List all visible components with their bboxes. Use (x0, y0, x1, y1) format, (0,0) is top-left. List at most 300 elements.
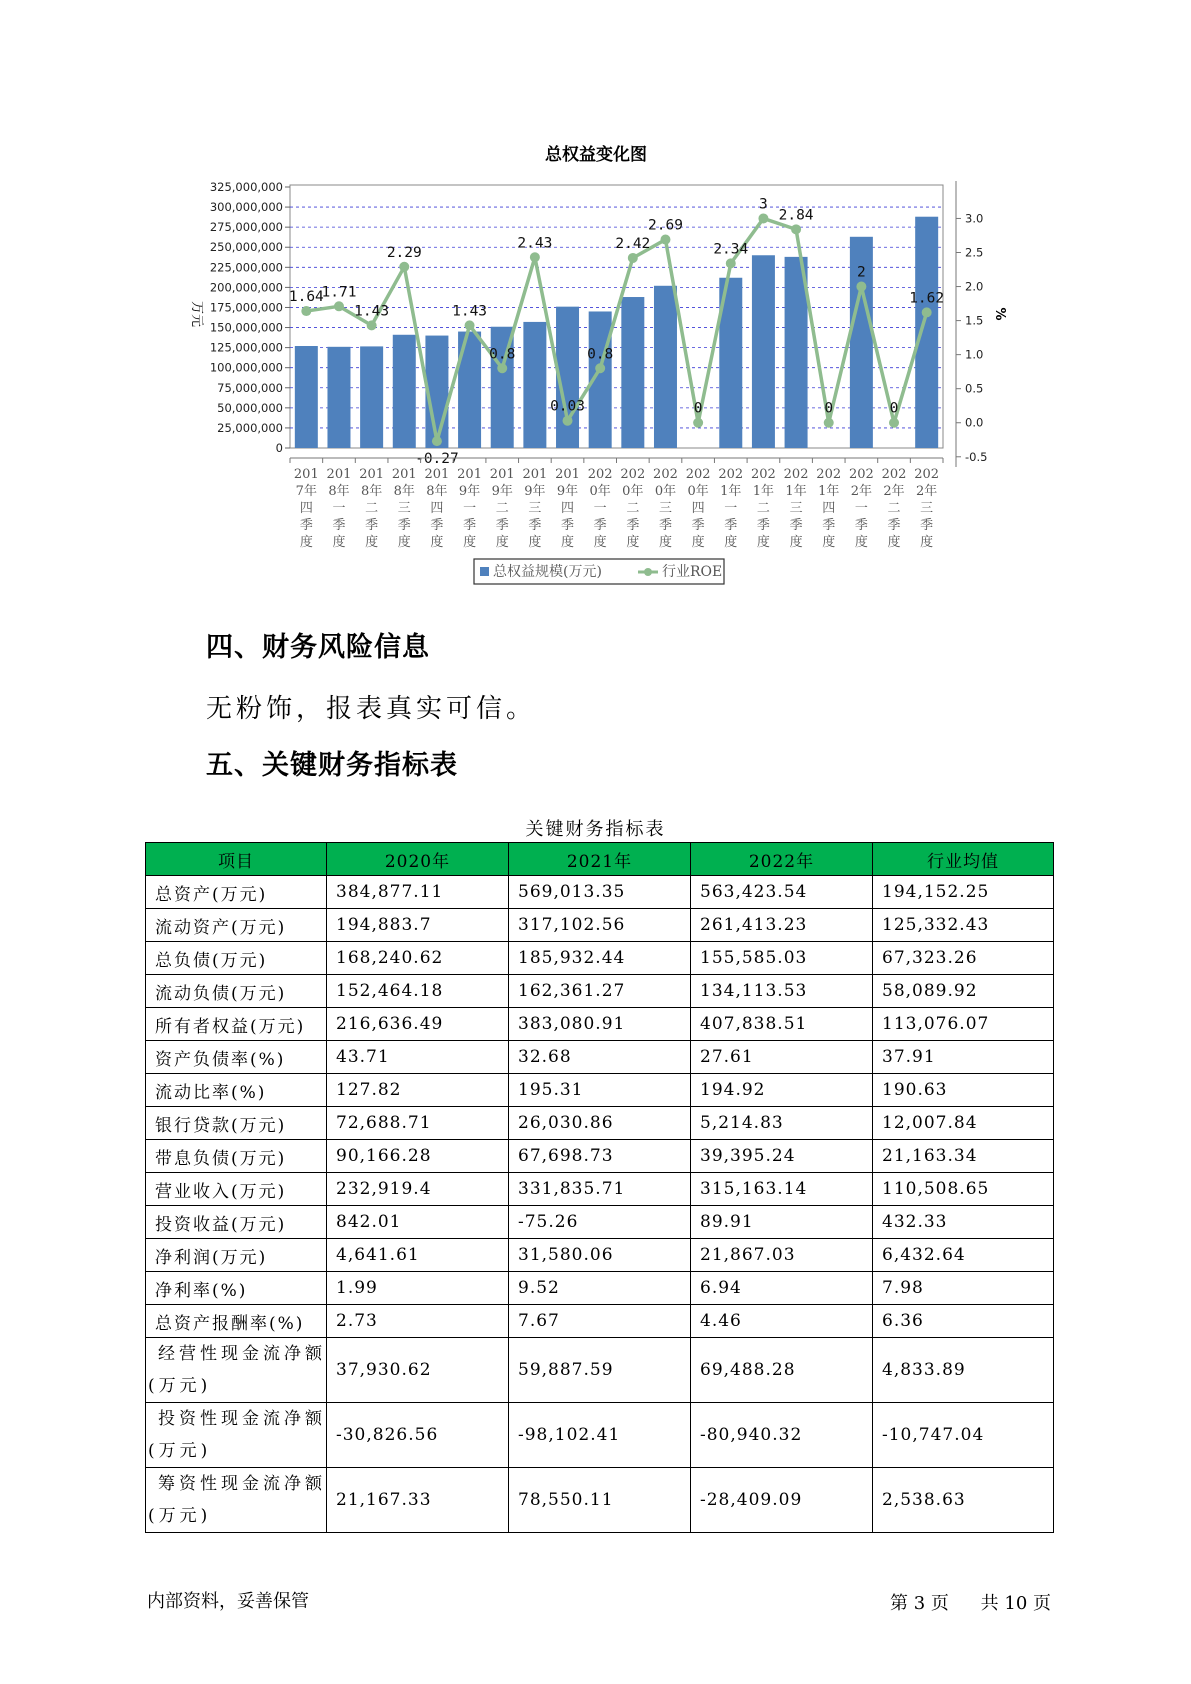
x-tick-label: 季 (822, 518, 836, 533)
cell-value: 67,698.73 (509, 1140, 691, 1173)
y-axis-right-label: % (992, 307, 1007, 321)
chart-title: 总权益变化图 (545, 145, 647, 165)
cell-value: 232,919.4 (327, 1173, 509, 1206)
x-tick-label: 202 (685, 467, 711, 482)
x-tick-label: 202 (751, 467, 776, 482)
x-tick-label: 201 (391, 467, 417, 482)
x-tick-label: 度 (561, 535, 575, 550)
x-tick-label: 季 (658, 518, 672, 533)
x-tick-label: 7年 (295, 484, 317, 499)
x-tick-label: 202 (848, 467, 874, 482)
x-tick-label: 201 (522, 467, 548, 482)
cell-value: 4,833.89 (873, 1338, 1054, 1403)
y-left-tick-label: 125,000,000 (209, 340, 283, 355)
cell-value: 37,930.62 (327, 1338, 509, 1403)
x-tick-label: 三 (528, 501, 542, 516)
cell-value: 69,488.28 (691, 1338, 873, 1403)
chart-legend (474, 559, 724, 584)
y-left-tick-label: 250,000,000 (209, 240, 283, 255)
roe-data-label: 0 (889, 400, 899, 417)
roe-point (595, 363, 605, 373)
table-row (146, 975, 1054, 1008)
cell-value: 261,413.23 (691, 909, 873, 942)
equity-change-chart (0, 0, 1191, 600)
header-2022: 2022年 (691, 843, 873, 876)
x-tick-label: 1年 (818, 484, 840, 499)
x-tick-label: 二 (756, 501, 770, 516)
x-tick-label: 0年 (622, 484, 644, 499)
y-right-tick-label: 0.5 (965, 381, 984, 396)
x-tick-label: 201 (359, 467, 385, 482)
y-axis-right-ticks (965, 211, 987, 463)
cell-value: 383,080.91 (509, 1008, 691, 1041)
row-label: 投资收益(万元) (146, 1206, 327, 1239)
roe-data-label: 1.43 (354, 303, 390, 320)
cell-value: 194.92 (691, 1074, 873, 1107)
y-left-tick-label: 225,000,000 (209, 260, 283, 275)
x-tick-label: 季 (463, 518, 477, 533)
roe-data-label: 2.29 (386, 244, 422, 261)
table-row (146, 1403, 1054, 1468)
footer-confidential: 内部资料，妥善保管 (147, 1591, 309, 1612)
bar (360, 346, 383, 448)
cell-value: 31,580.06 (509, 1239, 691, 1272)
x-tick-label: 季 (561, 518, 575, 533)
roe-point (301, 306, 311, 316)
legend-line-marker (644, 568, 652, 576)
roe-data-label: -0.27 (415, 451, 459, 468)
row-label: 总负债(万元) (146, 942, 327, 975)
cell-value: 27.61 (691, 1041, 873, 1074)
bar (915, 217, 938, 448)
cell-value: 216,636.49 (327, 1008, 509, 1041)
table-row (146, 1008, 1054, 1041)
row-label: 带息负债(万元) (146, 1140, 327, 1173)
cell-value: 32.68 (509, 1041, 691, 1074)
x-tick-label: 二 (887, 501, 901, 516)
row-label-line1: 投资性现金流净额 (158, 1409, 326, 1429)
x-tick-label: 度 (463, 535, 477, 550)
y-right-tick-label: -0.5 (965, 449, 988, 464)
cell-value: 127.82 (327, 1074, 509, 1107)
row-label: 银行贷款(万元) (146, 1107, 327, 1140)
x-tick-label: 度 (397, 535, 411, 550)
roe-data-label: 0.8 (489, 346, 516, 363)
x-tick-label: 0年 (589, 484, 611, 499)
x-tick-label: 四 (691, 501, 705, 516)
cell-value: 4,641.61 (327, 1239, 509, 1272)
x-tick-label: 季 (365, 518, 379, 533)
x-tick-label: 202 (587, 467, 613, 482)
x-tick-label: 三 (397, 501, 411, 516)
cell-value: 5,214.83 (691, 1107, 873, 1140)
table-row (146, 1239, 1054, 1272)
roe-point (399, 262, 409, 272)
x-tick-label: 季 (920, 518, 934, 533)
roe-point (824, 418, 834, 428)
cell-value: 58,089.92 (873, 975, 1054, 1008)
header-item: 项目 (146, 843, 327, 876)
row-label-line2: (万元) (148, 1376, 212, 1396)
x-tick-label: 季 (528, 518, 542, 533)
y-left-tick-label: 275,000,000 (209, 220, 283, 235)
x-tick-label: 二 (495, 501, 509, 516)
x-tick-label: 2年 (916, 484, 938, 499)
roe-point (334, 301, 344, 311)
x-tick-label: 一 (593, 501, 607, 516)
roe-data-label: 3 (759, 196, 768, 213)
roe-point (628, 253, 638, 263)
y-left-tick-label: 75,000,000 (217, 380, 283, 395)
cell-value: 194,883.7 (327, 909, 509, 942)
roe-data-label: 0.8 (587, 346, 614, 363)
cell-value: 842.01 (327, 1206, 509, 1239)
row-label: 净利率(%) (146, 1272, 327, 1305)
x-tick-label: 季 (593, 518, 607, 533)
x-tick-label: 季 (789, 518, 803, 533)
roe-data-label: 1.64 (288, 289, 324, 306)
row-label-line1: 筹资性现金流净额 (158, 1474, 326, 1494)
legend-line-label: 行业ROE (662, 564, 723, 580)
roe-point (693, 418, 703, 428)
x-tick-label: 度 (887, 535, 901, 550)
line-series (289, 196, 944, 467)
x-tick-label: 季 (332, 518, 346, 533)
cell-value: 4.46 (691, 1305, 873, 1338)
cell-value: 563,423.54 (691, 876, 873, 909)
roe-point (791, 224, 801, 234)
row-label-line1: 经营性现金流净额 (158, 1344, 326, 1364)
cell-value: 9.52 (509, 1272, 691, 1305)
x-tick-label: 202 (718, 467, 744, 482)
roe-point (726, 258, 736, 268)
table-row (146, 1338, 1054, 1403)
footer-page-info (884, 1589, 1051, 1615)
key-financial-table (145, 842, 1054, 1533)
x-tick-label: 1年 (752, 484, 775, 499)
x-tick-label: 201 (489, 467, 515, 482)
x-tick-label: 1年 (720, 484, 742, 499)
cell-value: 113,076.07 (873, 1008, 1054, 1041)
x-tick-label: 一 (724, 501, 738, 516)
cell-value: 2,538.63 (873, 1468, 1054, 1533)
x-tick-label: 度 (593, 535, 607, 550)
legend-bar-label: 总权益规模(万元) (493, 564, 602, 580)
table-row (146, 1074, 1054, 1107)
roe-point (367, 320, 377, 330)
cell-value: 569,013.35 (509, 876, 691, 909)
x-tick-label: 9年 (524, 484, 546, 499)
table-row (146, 876, 1054, 909)
roe-data-label: 0 (824, 400, 834, 417)
x-tick-label: 度 (528, 535, 542, 550)
header-2020: 2020年 (327, 843, 509, 876)
row-label: 流动资产(万元) (146, 909, 327, 942)
roe-point (432, 436, 442, 446)
roe-data-label: 2.43 (517, 235, 553, 252)
bar (393, 335, 416, 448)
roe-point (660, 235, 670, 245)
cell-value: -10,747.04 (873, 1403, 1054, 1468)
cell-value: 125,332.43 (873, 909, 1054, 942)
y-left-tick-label: 200,000,000 (209, 280, 283, 295)
cell-value: 90,166.28 (327, 1140, 509, 1173)
x-tick-label: 度 (495, 535, 509, 550)
x-tick-label: 四 (822, 501, 836, 516)
roe-data-label: 0.03 (550, 398, 585, 415)
roe-point (922, 307, 932, 317)
x-tick-label: 度 (756, 535, 770, 550)
x-tick-label: 季 (887, 518, 901, 533)
x-tick-label: 一 (854, 501, 868, 516)
roe-data-label: 0 (693, 400, 703, 417)
x-tick-label: 季 (299, 518, 313, 533)
bar (295, 346, 318, 448)
roe-data-label: 2.84 (778, 207, 814, 224)
y-axis-left-ticks (210, 180, 283, 455)
x-tick-label: 度 (299, 535, 313, 550)
roe-data-label: 2 (857, 264, 866, 281)
bar (327, 347, 350, 448)
footer-total: 共 10 页 (980, 1593, 1051, 1614)
table-row (146, 1041, 1054, 1074)
x-tick-label: 8年 (328, 484, 350, 499)
y-right-tick-label: 1.0 (965, 347, 984, 362)
x-tick-label: 四 (299, 501, 313, 516)
x-tick-label: 度 (430, 535, 444, 550)
y-left-tick-label: 50,000,000 (217, 400, 283, 415)
x-tick-label: 度 (822, 535, 836, 550)
x-tick-label: 202 (653, 467, 678, 482)
table-header-row (146, 843, 1054, 876)
x-tick-label: 一 (332, 501, 346, 516)
row-label: 净利润(万元) (146, 1239, 327, 1272)
x-tick-label: 度 (658, 535, 672, 550)
cell-value: 317,102.56 (509, 909, 691, 942)
y-right-tick-label: 2.5 (965, 245, 984, 260)
section4-text: 无粉饰，报表真实可信。 (206, 694, 537, 724)
x-tick-label: 0年 (654, 484, 677, 499)
cell-value: 110,508.65 (873, 1173, 1054, 1206)
row-label: 总资产报酬率(%) (146, 1305, 327, 1338)
table-row (146, 1305, 1054, 1338)
cell-value: 21,867.03 (691, 1239, 873, 1272)
x-tick-label: 201 (326, 467, 352, 482)
roe-data-label: 2.34 (713, 241, 749, 258)
cell-value: -80,940.32 (691, 1403, 873, 1468)
cell-value: 168,240.62 (327, 942, 509, 975)
roe-point (856, 282, 866, 292)
table-row (146, 1468, 1054, 1533)
x-tick-label: 201 (555, 467, 580, 482)
x-tick-label: 202 (816, 467, 842, 482)
cell-value: 26,030.86 (509, 1107, 691, 1140)
x-tick-label: 201 (293, 467, 319, 482)
table-caption: 关键财务指标表 (525, 819, 666, 840)
x-tick-label: 一 (463, 501, 477, 516)
y-left-tick-label: 175,000,000 (209, 300, 283, 315)
x-tick-label: 季 (430, 518, 444, 533)
cell-value: 190.63 (873, 1074, 1054, 1107)
x-tick-label: 四 (561, 501, 575, 516)
x-tick-label: 二 (626, 501, 640, 516)
y-left-tick-label: 100,000,000 (209, 360, 283, 375)
x-tick-label: 1年 (785, 484, 807, 499)
table-row (146, 942, 1054, 975)
x-tick-label: 8年 (360, 484, 383, 499)
bar (654, 286, 677, 448)
cell-value: -30,826.56 (327, 1403, 509, 1468)
roe-point (758, 213, 768, 223)
cell-value: 432.33 (873, 1206, 1054, 1239)
cell-value: -75.26 (509, 1206, 691, 1239)
y-right-tick-label: 0.0 (965, 415, 984, 430)
x-tick-label: 201 (424, 467, 450, 482)
roe-data-label: 1.43 (452, 303, 488, 320)
x-tick-label: 201 (457, 467, 482, 482)
cell-value: 12,007.84 (873, 1107, 1054, 1140)
x-tick-label: 度 (691, 535, 705, 550)
cell-value: -28,409.09 (691, 1468, 873, 1533)
cell-value: 384,877.11 (327, 876, 509, 909)
x-tick-label: 度 (789, 535, 803, 550)
x-tick-label: 9年 (556, 484, 579, 499)
cell-value: 194,152.25 (873, 876, 1054, 909)
x-tick-label: 度 (332, 535, 346, 550)
y-left-tick-label: 0 (275, 441, 283, 455)
x-tick-label: 9年 (491, 484, 513, 499)
roe-point (465, 320, 475, 330)
cell-value: 162,361.27 (509, 975, 691, 1008)
cell-value: 21,167.33 (327, 1468, 509, 1533)
cell-value: 59,887.59 (509, 1338, 691, 1403)
row-label: 流动负债(万元) (146, 975, 327, 1008)
section5-heading: 五、关键财务指标表 (206, 750, 458, 781)
x-tick-label: 季 (756, 518, 770, 533)
header-2021: 2021年 (509, 843, 691, 876)
roe-data-label: 2.42 (615, 235, 651, 252)
y-left-tick-label: 150,000,000 (209, 320, 283, 335)
cell-value: 331,835.71 (509, 1173, 691, 1206)
x-tick-label: 季 (854, 518, 868, 533)
x-tick-label: 度 (854, 535, 868, 550)
cell-value: 89.91 (691, 1206, 873, 1239)
x-tick-label: 8年 (393, 484, 415, 499)
table-row (146, 1272, 1054, 1305)
row-label: 流动比率(%) (146, 1074, 327, 1107)
row-label: 营业收入(万元) (146, 1173, 327, 1206)
x-tick-label: 度 (920, 535, 934, 550)
table-row (146, 1173, 1054, 1206)
cell-value: 78,550.11 (509, 1468, 691, 1533)
x-tick-label: 三 (920, 501, 934, 516)
table-row (146, 1107, 1054, 1140)
x-tick-label: 2年 (850, 484, 873, 499)
x-tick-label: 202 (914, 467, 940, 482)
x-tick-label: 8年 (426, 484, 448, 499)
roe-data-label: 2.69 (648, 217, 683, 234)
x-tick-label: 202 (620, 467, 646, 482)
y-left-tick-label: 25,000,000 (217, 420, 283, 435)
row-label (146, 1468, 327, 1533)
x-tick-label: 9年 (458, 484, 481, 499)
bar (621, 297, 644, 448)
cell-value: 1.99 (327, 1272, 509, 1305)
legend-bar-swatch (480, 567, 489, 576)
y-right-tick-label: 2.0 (965, 279, 984, 294)
cell-value: -98,102.41 (509, 1403, 691, 1468)
x-tick-label: 202 (783, 467, 809, 482)
cell-value: 6.36 (873, 1305, 1054, 1338)
cell-value: 407,838.51 (691, 1008, 873, 1041)
cell-value: 155,585.03 (691, 942, 873, 975)
cell-value: 72,688.71 (327, 1107, 509, 1140)
roe-data-label: 1.71 (321, 284, 357, 301)
roe-point (497, 363, 507, 373)
header-industry-avg: 行业均值 (873, 843, 1054, 876)
cell-value: 67,323.26 (873, 942, 1054, 975)
table-row (146, 909, 1054, 942)
cell-value: 7.67 (509, 1305, 691, 1338)
y-left-tick-label: 300,000,000 (209, 200, 283, 215)
cell-value: 7.98 (873, 1272, 1054, 1305)
roe-data-label: 1.62 (909, 290, 945, 307)
cell-value: 134,113.53 (691, 975, 873, 1008)
roe-point (563, 416, 573, 426)
bar (752, 255, 775, 448)
y-right-tick-label: 3.0 (965, 211, 984, 226)
x-tick-label: 度 (365, 535, 379, 550)
x-tick-label: 度 (626, 535, 640, 550)
bar (523, 322, 546, 448)
x-tick-label: 季 (397, 518, 411, 533)
table-row (146, 1140, 1054, 1173)
row-label-line2: (万元) (148, 1441, 212, 1461)
table-row (146, 1206, 1054, 1239)
x-tick-label: 季 (495, 518, 509, 533)
section4-heading: 四、财务风险信息 (206, 632, 430, 663)
footer-page: 第 3 页 (890, 1593, 949, 1614)
cell-value: 43.71 (327, 1041, 509, 1074)
cell-value: 21,163.34 (873, 1140, 1054, 1173)
x-tick-label: 三 (789, 501, 803, 516)
cell-value: 6,432.64 (873, 1239, 1054, 1272)
row-label (146, 1338, 327, 1403)
cell-value: 6.94 (691, 1272, 873, 1305)
cell-value: 185,932.44 (509, 942, 691, 975)
roe-point (530, 252, 540, 262)
row-label: 所有者权益(万元) (146, 1008, 327, 1041)
y-axis-left-label: 万元 (189, 300, 204, 328)
x-tick-label: 度 (724, 535, 738, 550)
row-label (146, 1403, 327, 1468)
cell-value: 152,464.18 (327, 975, 509, 1008)
cell-value: 37.91 (873, 1041, 1054, 1074)
x-tick-label: 2年 (883, 484, 905, 499)
y-right-tick-label: 1.5 (965, 313, 984, 328)
x-tick-label: 二 (365, 501, 379, 516)
cell-value: 195.31 (509, 1074, 691, 1107)
x-tick-label: 0年 (687, 484, 709, 499)
x-tick-label: 四 (430, 501, 444, 516)
roe-point (889, 418, 899, 428)
cell-value: 2.73 (327, 1305, 509, 1338)
x-axis-ticks (294, 467, 939, 550)
cell-value: 315,163.14 (691, 1173, 873, 1206)
row-label-line2: (万元) (148, 1506, 212, 1526)
x-tick-label: 三 (658, 501, 672, 516)
x-tick-label: 季 (691, 518, 705, 533)
